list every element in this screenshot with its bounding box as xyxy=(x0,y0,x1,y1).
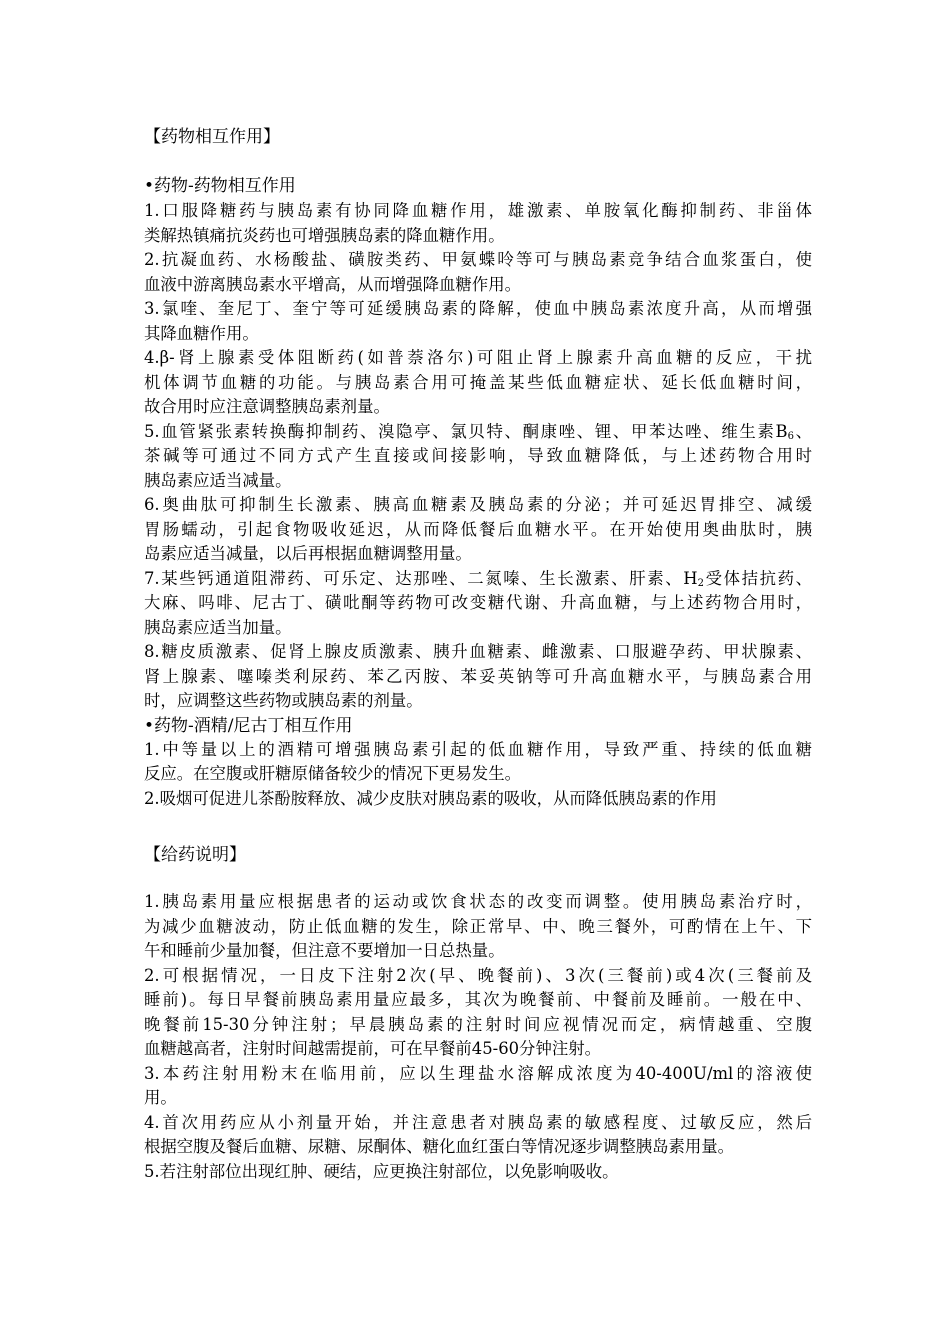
text-line: 根据空腹及餐后血糖、尿糖、尿酮体、糖化血红蛋白等情况逐步调整胰岛素用量。 xyxy=(144,1137,735,1156)
list-item xyxy=(144,738,812,787)
text-line: 机体调节血糖的功能。与胰岛素合用可掩盖某些低血糖症状、延长低血糖时间， xyxy=(144,372,812,392)
list-item xyxy=(144,248,812,297)
text-line: 时，应调整这些药物或胰岛素的剂量。 xyxy=(144,691,423,710)
text-line: 1.口服降糖药与胰岛素有协同降血糖作用，雄激素、单胺氧化酶抑制药、非甾体 xyxy=(144,201,812,220)
subsection-drug-alcohol-nicotine: •药物-酒精/尼古丁相互作用 xyxy=(144,715,353,736)
text-line: 6.奥曲肽可抑制生长激素、胰高血糖素及胰岛素的分泌；并可延迟胃排空、减缓 xyxy=(144,495,812,514)
list-item xyxy=(144,1062,812,1111)
list-item xyxy=(144,297,812,346)
text-line: 2.可根据情况，一日皮下注射2次(早、晚餐前)、3次(三餐前)或4次(三餐前及 xyxy=(144,965,812,985)
text-line: 5.血管紧张素转换酶抑制药、溴隐亭、氯贝特、酮康唑、锂、甲苯达唑、维生素$B_6$、 xyxy=(144,421,813,442)
list-item xyxy=(144,567,812,641)
subscript: 6 xyxy=(787,430,794,442)
section-title-drug-interactions: 【药物相互作用】 xyxy=(144,127,280,147)
text-line: 4.首次用药应从小剂量开始，并注意患者对胰岛素的敏感程度、过敏反应，然后 xyxy=(144,1112,812,1132)
text-line: 反应。在空腹或肝糖原储备较少的情况下更易发生。 xyxy=(144,764,521,783)
text-line: 用。 xyxy=(144,1088,177,1107)
text-line: 晚餐前15-30分钟注射；早晨胰岛素的注射时间应视情况而定，病情越重、空腹 xyxy=(144,1014,812,1034)
list-item xyxy=(144,1160,812,1185)
subsection-drug-drug: •药物-药物相互作用 xyxy=(144,176,296,196)
text-line: 1.胰岛素用量应根据患者的运动或饮食状态的改变而调整。使用胰岛素治疗时， xyxy=(144,892,812,911)
text-line: 为减少血糖波动，防止低血糖的发生，除正常早、中、晚三餐外，可酌情在上午、下 xyxy=(144,916,812,936)
list-item xyxy=(144,346,812,420)
text-line: 3.本药注射用粉末在临用前，应以生理盐水溶解成浓度为40-400U/ml的溶液使 xyxy=(144,1063,812,1083)
text-line: 1.中等量以上的酒精可增强胰岛素引起的低血糖作用，导致严重、持续的低血糖 xyxy=(144,739,812,759)
text-line: 茶碱等可通过不同方式产生直接或间接影响，导致血糖降低，与上述药物合用时 xyxy=(144,446,812,465)
text-line: 3.氯喹、奎尼丁、奎宁等可延缓胰岛素的降解，使血中胰岛素浓度升高，从而增强 xyxy=(144,299,812,318)
text-line: 午和睡前少量加餐，但注意不要增加一日总热量。 xyxy=(144,941,505,960)
text-line: 5.若注射部位出现红肿、硬结，应更换注射部位，以免影响吸收。 xyxy=(144,1161,619,1181)
text-line: 2.抗凝血药、水杨酸盐、磺胺类药、甲氨蝶呤等可与胰岛素竞争结合血浆蛋白，使 xyxy=(144,250,812,269)
text-line: 4.β-肾上腺素受体阻断药(如普萘洛尔)可阻止肾上腺素升高血糖的反应，干扰 xyxy=(144,348,812,367)
text-line: 胰岛素应适当加量。 xyxy=(144,617,292,637)
list-item xyxy=(144,640,812,714)
list-item xyxy=(144,199,812,248)
section-title-administration: 【给药说明】 xyxy=(144,845,246,865)
list-item xyxy=(144,787,812,812)
text-line: 大麻、吗啡、尼古丁、磺吡酮等药物可改变糖代谢、升高血糖，与上述药物合用时， xyxy=(144,593,812,612)
text-line: 胰岛素应适当减量。 xyxy=(144,470,292,490)
subscript: 2 xyxy=(697,577,704,589)
text-line: 岛素应适当减量，以后再根据血糖调整用量。 xyxy=(144,544,472,563)
text-line: 血糖越高者，注射时间越需提前，可在早餐前45-60分钟注射。 xyxy=(144,1039,602,1058)
text-line: 血液中游离胰岛素水平增高，从而增强降血糖作用。 xyxy=(144,274,521,294)
administration-list xyxy=(144,890,812,1184)
drug-drug-list xyxy=(144,199,812,811)
text-line: 其降血糖作用。 xyxy=(144,323,259,343)
text-line: 7.某些钙通道阻滞药、可乐定、达那唑、二氮嗪、生长激素、肝素、$H_2$受体拮抗药、 xyxy=(144,568,812,589)
list-item xyxy=(144,493,812,567)
list-item xyxy=(144,420,812,494)
list-item xyxy=(144,890,812,964)
text-line: 故合用时应注意调整胰岛素剂量。 xyxy=(144,397,390,416)
text-line: 胃肠蠕动，引起食物吸收延迟，从而降低餐后血糖水平。在开始使用奥曲肽时，胰 xyxy=(144,519,812,539)
list-item xyxy=(144,1111,812,1160)
text-line: 睡前)。每日早餐前胰岛素用量应最多，其次为晚餐前、中餐前及睡前。一般在中、 xyxy=(144,990,812,1009)
text-line: 2.吸烟可促进儿茶酚胺释放、减少皮肤对胰岛素的吸收，从而降低胰岛素的作用 xyxy=(144,788,717,808)
text-line: 肾上腺素、噻嗪类利尿药、苯乙丙胺、苯妥英钠等可升高血糖水平，与胰岛素合用 xyxy=(144,666,812,686)
text-line: 类解热镇痛抗炎药也可增强胰岛素的降血糖作用。 xyxy=(144,225,505,245)
text-line: 8.糖皮质激素、促肾上腺皮质激素、胰升血糖素、雌激素、口服避孕药、甲状腺素、 xyxy=(144,642,812,661)
list-item xyxy=(144,964,812,1062)
